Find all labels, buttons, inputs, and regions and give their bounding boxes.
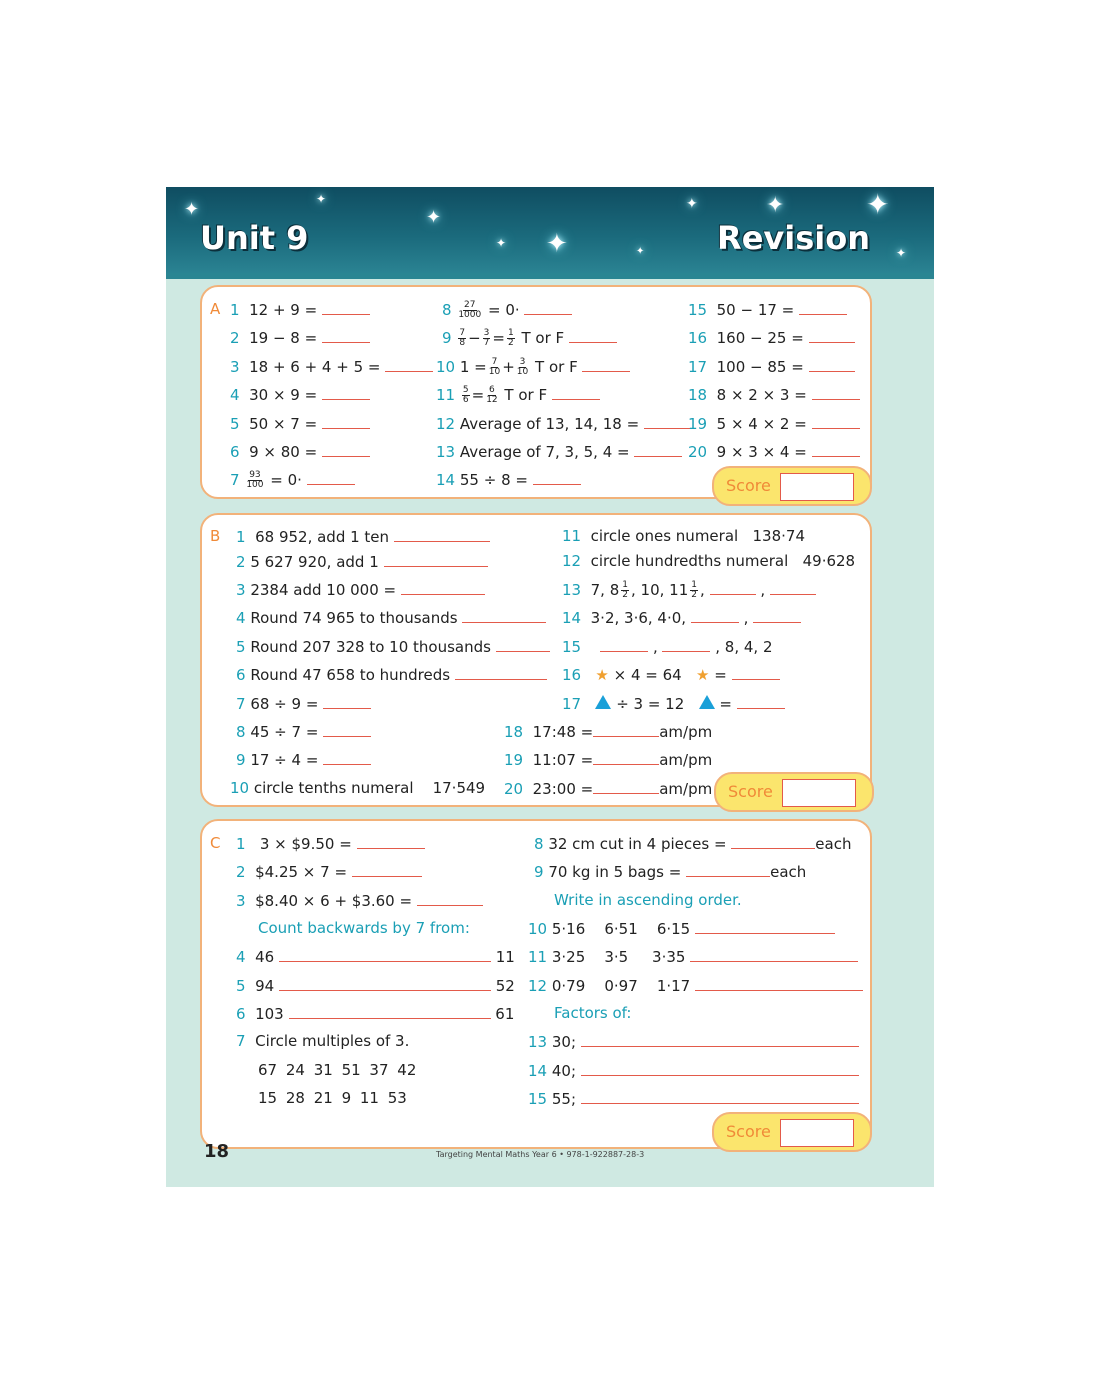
- question-text: 103: [255, 1005, 284, 1023]
- question-number: 9: [442, 329, 452, 347]
- question-text: Round 207 328 to 10 thousands: [250, 638, 491, 656]
- factors-instruction: Factors of:: [554, 1004, 632, 1022]
- question-text: 1 =: [459, 358, 487, 376]
- sparkle-icon: ✦: [866, 188, 890, 221]
- question-text: 17:48 =: [532, 723, 594, 741]
- answer-line[interactable]: [634, 442, 682, 457]
- question-b9: [236, 750, 371, 769]
- question-text: circle ones numeral: [590, 527, 739, 545]
- question-number: 7: [236, 695, 246, 713]
- answer-line[interactable]: [417, 891, 483, 906]
- question-b19: [504, 750, 712, 769]
- question-number: 8: [534, 835, 544, 853]
- question-text: circle hundredths numeral: [590, 552, 789, 570]
- question-c11: [528, 947, 858, 966]
- question-text: 94: [255, 977, 275, 995]
- fraction: $\frac{6}{12}$: [486, 385, 498, 405]
- fraction: $\frac{1}{2}$: [691, 580, 697, 600]
- question-number: 19: [504, 751, 524, 769]
- answer-line[interactable]: [593, 779, 659, 794]
- question-b4: [236, 608, 546, 627]
- answer-line[interactable]: [809, 357, 855, 372]
- answer-line[interactable]: [385, 357, 433, 372]
- answer-line[interactable]: [552, 385, 600, 400]
- sparkle-icon: ✦: [636, 246, 645, 257]
- question-number: 15: [562, 638, 582, 656]
- triangle-icon: [595, 695, 611, 709]
- triangle-icon: [699, 695, 715, 709]
- question-text: 2384 add 10 000 =: [250, 581, 397, 599]
- question-text: Average of 13, 14, 18 =: [459, 415, 640, 433]
- question-c2: [236, 862, 422, 881]
- answer-line[interactable]: [462, 608, 546, 623]
- question-a8: [442, 300, 572, 320]
- question-text: Round 47 658 to hundreds: [250, 666, 451, 684]
- question-text: 19 − 8 =: [249, 329, 318, 347]
- question-a20: [688, 442, 860, 461]
- question-c15: [528, 1089, 859, 1108]
- answer-line[interactable]: [323, 750, 371, 765]
- question-text: 12 + 9 =: [249, 301, 318, 319]
- question-number: 6: [236, 1005, 246, 1023]
- question-number: 4: [230, 386, 240, 404]
- question-text: 45 ÷ 7 =: [250, 723, 319, 741]
- question-text: Average of 7, 3, 5, 4 =: [459, 443, 630, 461]
- question-text: T or F: [521, 329, 565, 347]
- fraction: $\frac{3}{7}$: [483, 328, 490, 348]
- answer-line[interactable]: [322, 328, 370, 343]
- question-a5: [230, 414, 370, 433]
- question-a12: [436, 414, 690, 433]
- score-label: Score: [726, 1122, 771, 1141]
- score-input[interactable]: [780, 1119, 854, 1147]
- question-text: 3 × $9.50 =: [259, 835, 352, 853]
- question-number: 2: [230, 329, 240, 347]
- question-number: 18: [688, 386, 708, 404]
- answer-line[interactable]: [384, 552, 488, 567]
- answer-line[interactable]: [569, 328, 617, 343]
- answer-line[interactable]: [582, 357, 630, 372]
- question-c3: [236, 891, 483, 910]
- question-text: 11:07 =: [532, 751, 594, 769]
- question-c10: [528, 919, 835, 938]
- answer-line[interactable]: [812, 385, 860, 400]
- star-icon: ★: [595, 666, 609, 684]
- question-text: 50 × 7 =: [249, 415, 318, 433]
- question-a13: [436, 442, 682, 461]
- answer-line[interactable]: [307, 470, 355, 485]
- answer-line[interactable]: [322, 300, 370, 315]
- question-number: 15: [528, 1090, 548, 1108]
- question-a4: [230, 385, 370, 404]
- question-number: 13: [528, 1033, 548, 1051]
- question-b14: 14 3·2, 3·6, 4·0, ,: [562, 608, 801, 627]
- question-text: ÷ 3 = 12: [616, 695, 685, 713]
- question-text: 8 × 2 × 3 =: [716, 386, 807, 404]
- question-c7: [236, 1032, 409, 1050]
- question-number: 10: [230, 779, 250, 797]
- question-b15: 15 , , 8, 4, 2: [562, 638, 773, 656]
- question-number: 8: [236, 723, 246, 741]
- end-value: 52: [495, 977, 515, 995]
- sparkle-icon: ✦: [316, 192, 327, 206]
- answer-line[interactable]: [322, 442, 370, 457]
- score-input[interactable]: [782, 779, 856, 807]
- answer-line[interactable]: [732, 665, 780, 680]
- question-text: 23:00 =: [532, 780, 594, 798]
- question-text: 55;: [551, 1090, 577, 1108]
- score-box-b: [714, 772, 874, 812]
- question-number: 4: [236, 948, 246, 966]
- answer-line[interactable]: [357, 834, 425, 849]
- fraction: $\frac{7}{8}$: [459, 328, 466, 348]
- question-text: 3·25 3·5 3·35: [551, 948, 686, 966]
- question-b20: [504, 779, 712, 798]
- question-text: T or F: [535, 358, 578, 376]
- question-a3: [230, 357, 433, 376]
- question-number: 9: [534, 863, 544, 881]
- question-text: 18 + 6 + 4 + 5 =: [249, 358, 381, 376]
- answer-line[interactable]: [323, 694, 371, 709]
- answer-line[interactable]: [401, 580, 485, 595]
- question-number: 10: [528, 920, 548, 938]
- question-number: 5: [236, 977, 246, 995]
- score-input[interactable]: [780, 473, 854, 501]
- question-text: 46: [255, 948, 275, 966]
- sparkle-icon: ✦: [496, 236, 507, 250]
- answer-line[interactable]: [812, 442, 860, 457]
- question-a14: [436, 470, 581, 489]
- question-a18: [688, 385, 860, 404]
- ampm-label: am/pm: [659, 723, 713, 741]
- question-text: 32 cm cut in 4 pieces =: [548, 835, 727, 853]
- question-text: circle tenths numeral: [253, 779, 414, 797]
- sparkle-icon: ✦: [546, 229, 568, 259]
- answer-line[interactable]: [496, 637, 550, 652]
- answer-line[interactable]: [323, 722, 371, 737]
- answer-line[interactable]: [710, 580, 756, 595]
- worksheet-page: [166, 187, 934, 1187]
- section-letter: B: [210, 527, 221, 545]
- answer-line[interactable]: [279, 976, 491, 991]
- question-b1: [236, 527, 490, 546]
- question-number: 17: [562, 695, 582, 713]
- question-c6: [236, 1004, 514, 1023]
- question-number: 14: [528, 1062, 548, 1080]
- sparkle-icon: ✦: [766, 193, 785, 218]
- fraction: $\frac{5}{6}$: [462, 385, 469, 405]
- question-b3: [236, 580, 485, 599]
- question-text: 17 ÷ 4 =: [250, 751, 319, 769]
- question-a16: [688, 328, 855, 347]
- ampm-label: am/pm: [659, 780, 713, 798]
- question-number: 11: [436, 386, 456, 404]
- question-a17: [688, 357, 855, 376]
- question-text: 50 − 17 =: [716, 301, 795, 319]
- question-text: 0·79 0·97 1·17: [551, 977, 691, 995]
- question-text: 9 × 3 × 4 =: [716, 443, 807, 461]
- sparkle-icon: ✦: [426, 207, 442, 228]
- answer-line[interactable]: [289, 1004, 491, 1019]
- answer-line[interactable]: [322, 414, 370, 429]
- question-a11: 11 $\frac{5}{6}$ = $\frac{6}{12}$ T or F: [436, 385, 600, 405]
- answer-line[interactable]: [279, 947, 491, 962]
- question-number: 3: [230, 358, 240, 376]
- question-c5: [236, 976, 515, 995]
- question-b18: [504, 722, 712, 741]
- answer-line[interactable]: [690, 947, 858, 962]
- header-banner: [166, 187, 934, 279]
- question-text: =: [719, 695, 732, 713]
- answer-line[interactable]: [695, 919, 835, 934]
- question-a6: [230, 442, 370, 461]
- question-number: 5: [230, 415, 240, 433]
- question-number: 2: [236, 553, 246, 571]
- question-a10: 10 1 = $\frac{7}{10}$ + $\frac{3}{10}$ T or F: [436, 357, 630, 377]
- ascending-instruction: Write in ascending order.: [554, 891, 742, 909]
- question-number: 7: [236, 1032, 246, 1050]
- question-text: 7, 8: [590, 581, 620, 599]
- question-number: 16: [562, 666, 582, 684]
- question-text: ,: [699, 581, 705, 599]
- question-number: 20: [504, 780, 524, 798]
- fraction: $\frac{7}{10}$: [488, 357, 501, 377]
- question-b12: [562, 552, 855, 570]
- question-b7: [236, 694, 371, 713]
- question-number: 6: [236, 666, 246, 684]
- sparkle-icon: ✦: [686, 196, 698, 212]
- question-text: Round 74 965 to thousands: [250, 609, 458, 627]
- footer-text: Targeting Mental Maths Year 6 • 978-1-922887-28-3: [436, 1150, 645, 1159]
- answer-line[interactable]: [600, 637, 648, 652]
- question-text: 5 × 4 × 2 =: [716, 415, 807, 433]
- question-number: 1: [236, 528, 246, 546]
- question-text: T or F: [504, 386, 548, 404]
- question-text: , 10, 11: [631, 581, 689, 599]
- question-number: 12: [436, 415, 456, 433]
- answer-line[interactable]: [686, 862, 770, 877]
- end-value: 61: [495, 1005, 515, 1023]
- question-number: 7: [230, 471, 240, 489]
- answer-line[interactable]: [581, 1061, 859, 1076]
- question-number: 3: [236, 892, 246, 910]
- question-text: 5 627 920, add 1: [250, 553, 379, 571]
- question-number: 18: [504, 723, 524, 741]
- question-text: 55 ÷ 8 =: [459, 471, 528, 489]
- answer-line[interactable]: [799, 300, 847, 315]
- question-number: 12: [562, 552, 582, 570]
- question-number: 11: [528, 948, 548, 966]
- answer-line[interactable]: [731, 834, 815, 849]
- question-a9: 9 $\frac{7}{8}$ − $\frac{3}{7}$ = $\frac{1}{2}$ T or F: [442, 328, 617, 348]
- answer-line[interactable]: [322, 385, 370, 400]
- question-b13: 13 7, 8 $\frac{1}{2}$ , 10, 11 $\frac{1}{2}$ , ,: [562, 580, 816, 600]
- question-a15: [688, 300, 847, 319]
- answer-line[interactable]: [812, 414, 860, 429]
- question-number: 8: [442, 301, 452, 319]
- question-text: = 0·: [270, 471, 302, 489]
- question-b10: [230, 779, 485, 797]
- question-c4: [236, 947, 515, 966]
- fraction: $\frac{1}{2}$: [507, 328, 514, 348]
- question-text: =: [714, 666, 727, 684]
- star-icon: ★: [696, 666, 710, 684]
- answer-line[interactable]: [593, 750, 659, 765]
- sparkle-icon: ✦: [184, 199, 200, 220]
- revision-title: Revision: [717, 219, 870, 257]
- score-box-a: [712, 466, 872, 506]
- question-text: 100 − 85 =: [716, 358, 804, 376]
- question-b16: [562, 665, 780, 684]
- question-number: 9: [236, 751, 246, 769]
- question-b8: [236, 722, 371, 741]
- answer-line[interactable]: [809, 328, 855, 343]
- answer-line[interactable]: [593, 722, 659, 737]
- question-b11: [562, 527, 805, 545]
- question-number: 1: [236, 835, 246, 853]
- answer-line[interactable]: [691, 608, 739, 623]
- fraction: $\frac{93}{100}$: [246, 470, 264, 490]
- sparkle-icon: ✦: [896, 246, 907, 260]
- answer-line[interactable]: [533, 470, 581, 485]
- question-number: 13: [436, 443, 456, 461]
- score-box-c: [712, 1112, 872, 1152]
- score-label: Score: [728, 782, 773, 801]
- numeral-value[interactable]: 17·549: [432, 779, 486, 797]
- question-c8: [534, 834, 851, 853]
- numeral-value[interactable]: 49·628: [802, 552, 856, 570]
- question-number: 19: [688, 415, 708, 433]
- question-text: $8.40 × 6 + $3.60 =: [255, 892, 413, 910]
- question-c14: [528, 1061, 859, 1080]
- end-value: 11: [495, 948, 515, 966]
- question-number: 4: [236, 609, 246, 627]
- question-text: 40;: [551, 1062, 577, 1080]
- question-b2: [236, 552, 488, 571]
- question-number: 17: [688, 358, 708, 376]
- question-number: 12: [528, 977, 548, 995]
- each-label: each: [815, 835, 852, 853]
- question-number: 14: [562, 609, 582, 627]
- answer-line[interactable]: [581, 1089, 859, 1104]
- answer-line[interactable]: [737, 694, 785, 709]
- question-number: 6: [230, 443, 240, 461]
- question-number: 15: [688, 301, 708, 319]
- question-text: 9 × 80 =: [249, 443, 318, 461]
- question-text: 30;: [551, 1033, 577, 1051]
- ampm-label: am/pm: [659, 751, 713, 769]
- question-number: 10: [436, 358, 456, 376]
- answer-line[interactable]: [695, 976, 863, 991]
- answer-line[interactable]: [394, 527, 490, 542]
- question-text: 160 − 25 =: [716, 329, 804, 347]
- question-number: 1: [230, 301, 240, 319]
- answer-line[interactable]: [455, 665, 547, 680]
- question-number: 20: [688, 443, 708, 461]
- question-c12: [528, 976, 863, 995]
- fraction: $\frac{27}{1000}$: [458, 300, 482, 320]
- question-text: 68 ÷ 9 =: [250, 695, 319, 713]
- question-text: = 0·: [488, 301, 520, 319]
- each-label: each: [770, 863, 807, 881]
- unit-title: Unit 9: [200, 219, 309, 257]
- question-text: , 8, 4, 2: [715, 638, 773, 656]
- question-text: $4.25 × 7 =: [255, 863, 348, 881]
- question-b17: [562, 694, 785, 713]
- question-text: 30 × 9 =: [249, 386, 318, 404]
- question-a7: [230, 470, 355, 490]
- answer-line[interactable]: [770, 580, 816, 595]
- question-text: Circle multiples of 3.: [255, 1032, 410, 1050]
- answer-line[interactable]: [524, 300, 572, 315]
- answer-line[interactable]: [352, 862, 422, 877]
- answer-line[interactable]: [581, 1032, 859, 1047]
- question-c1: [236, 834, 425, 853]
- page-number: 18: [204, 1141, 230, 1162]
- question-text: 68 952, add 1 ten: [255, 528, 390, 546]
- question-number: 16: [688, 329, 708, 347]
- multiples-row[interactable]: 67 24 31 51 37 42: [258, 1061, 417, 1079]
- question-number: 2: [236, 863, 246, 881]
- question-text: 3·2, 3·6, 4·0,: [590, 609, 687, 627]
- question-b5: [236, 637, 550, 656]
- question-number: 5: [236, 638, 246, 656]
- question-text: 5·16 6·51 6·15: [551, 920, 691, 938]
- question-c9: [534, 862, 806, 881]
- fraction: $\frac{3}{10}$: [516, 357, 529, 377]
- answer-line[interactable]: [753, 608, 801, 623]
- answer-line[interactable]: [644, 414, 690, 429]
- question-number: 3: [236, 581, 246, 599]
- question-a2: [230, 328, 370, 347]
- question-text: × 4 = 64: [613, 666, 682, 684]
- question-text: 70 kg in 5 bags =: [548, 863, 682, 881]
- multiples-row[interactable]: 15 28 21 9 11 53: [258, 1089, 407, 1107]
- count-back-instruction: Count backwards by 7 from:: [258, 919, 470, 937]
- fraction: $\frac{1}{2}$: [622, 580, 628, 600]
- answer-line[interactable]: [662, 637, 710, 652]
- score-label: Score: [726, 476, 771, 495]
- question-a1: [230, 300, 370, 319]
- question-a19: [688, 414, 860, 433]
- question-number: 13: [562, 581, 582, 599]
- question-b6: [236, 665, 547, 684]
- question-number: 11: [562, 527, 582, 545]
- question-number: 14: [436, 471, 456, 489]
- section-letter: C: [210, 834, 221, 852]
- question-c13: [528, 1032, 859, 1051]
- numeral-value[interactable]: 138·74: [752, 527, 805, 545]
- section-letter: A: [210, 300, 221, 318]
